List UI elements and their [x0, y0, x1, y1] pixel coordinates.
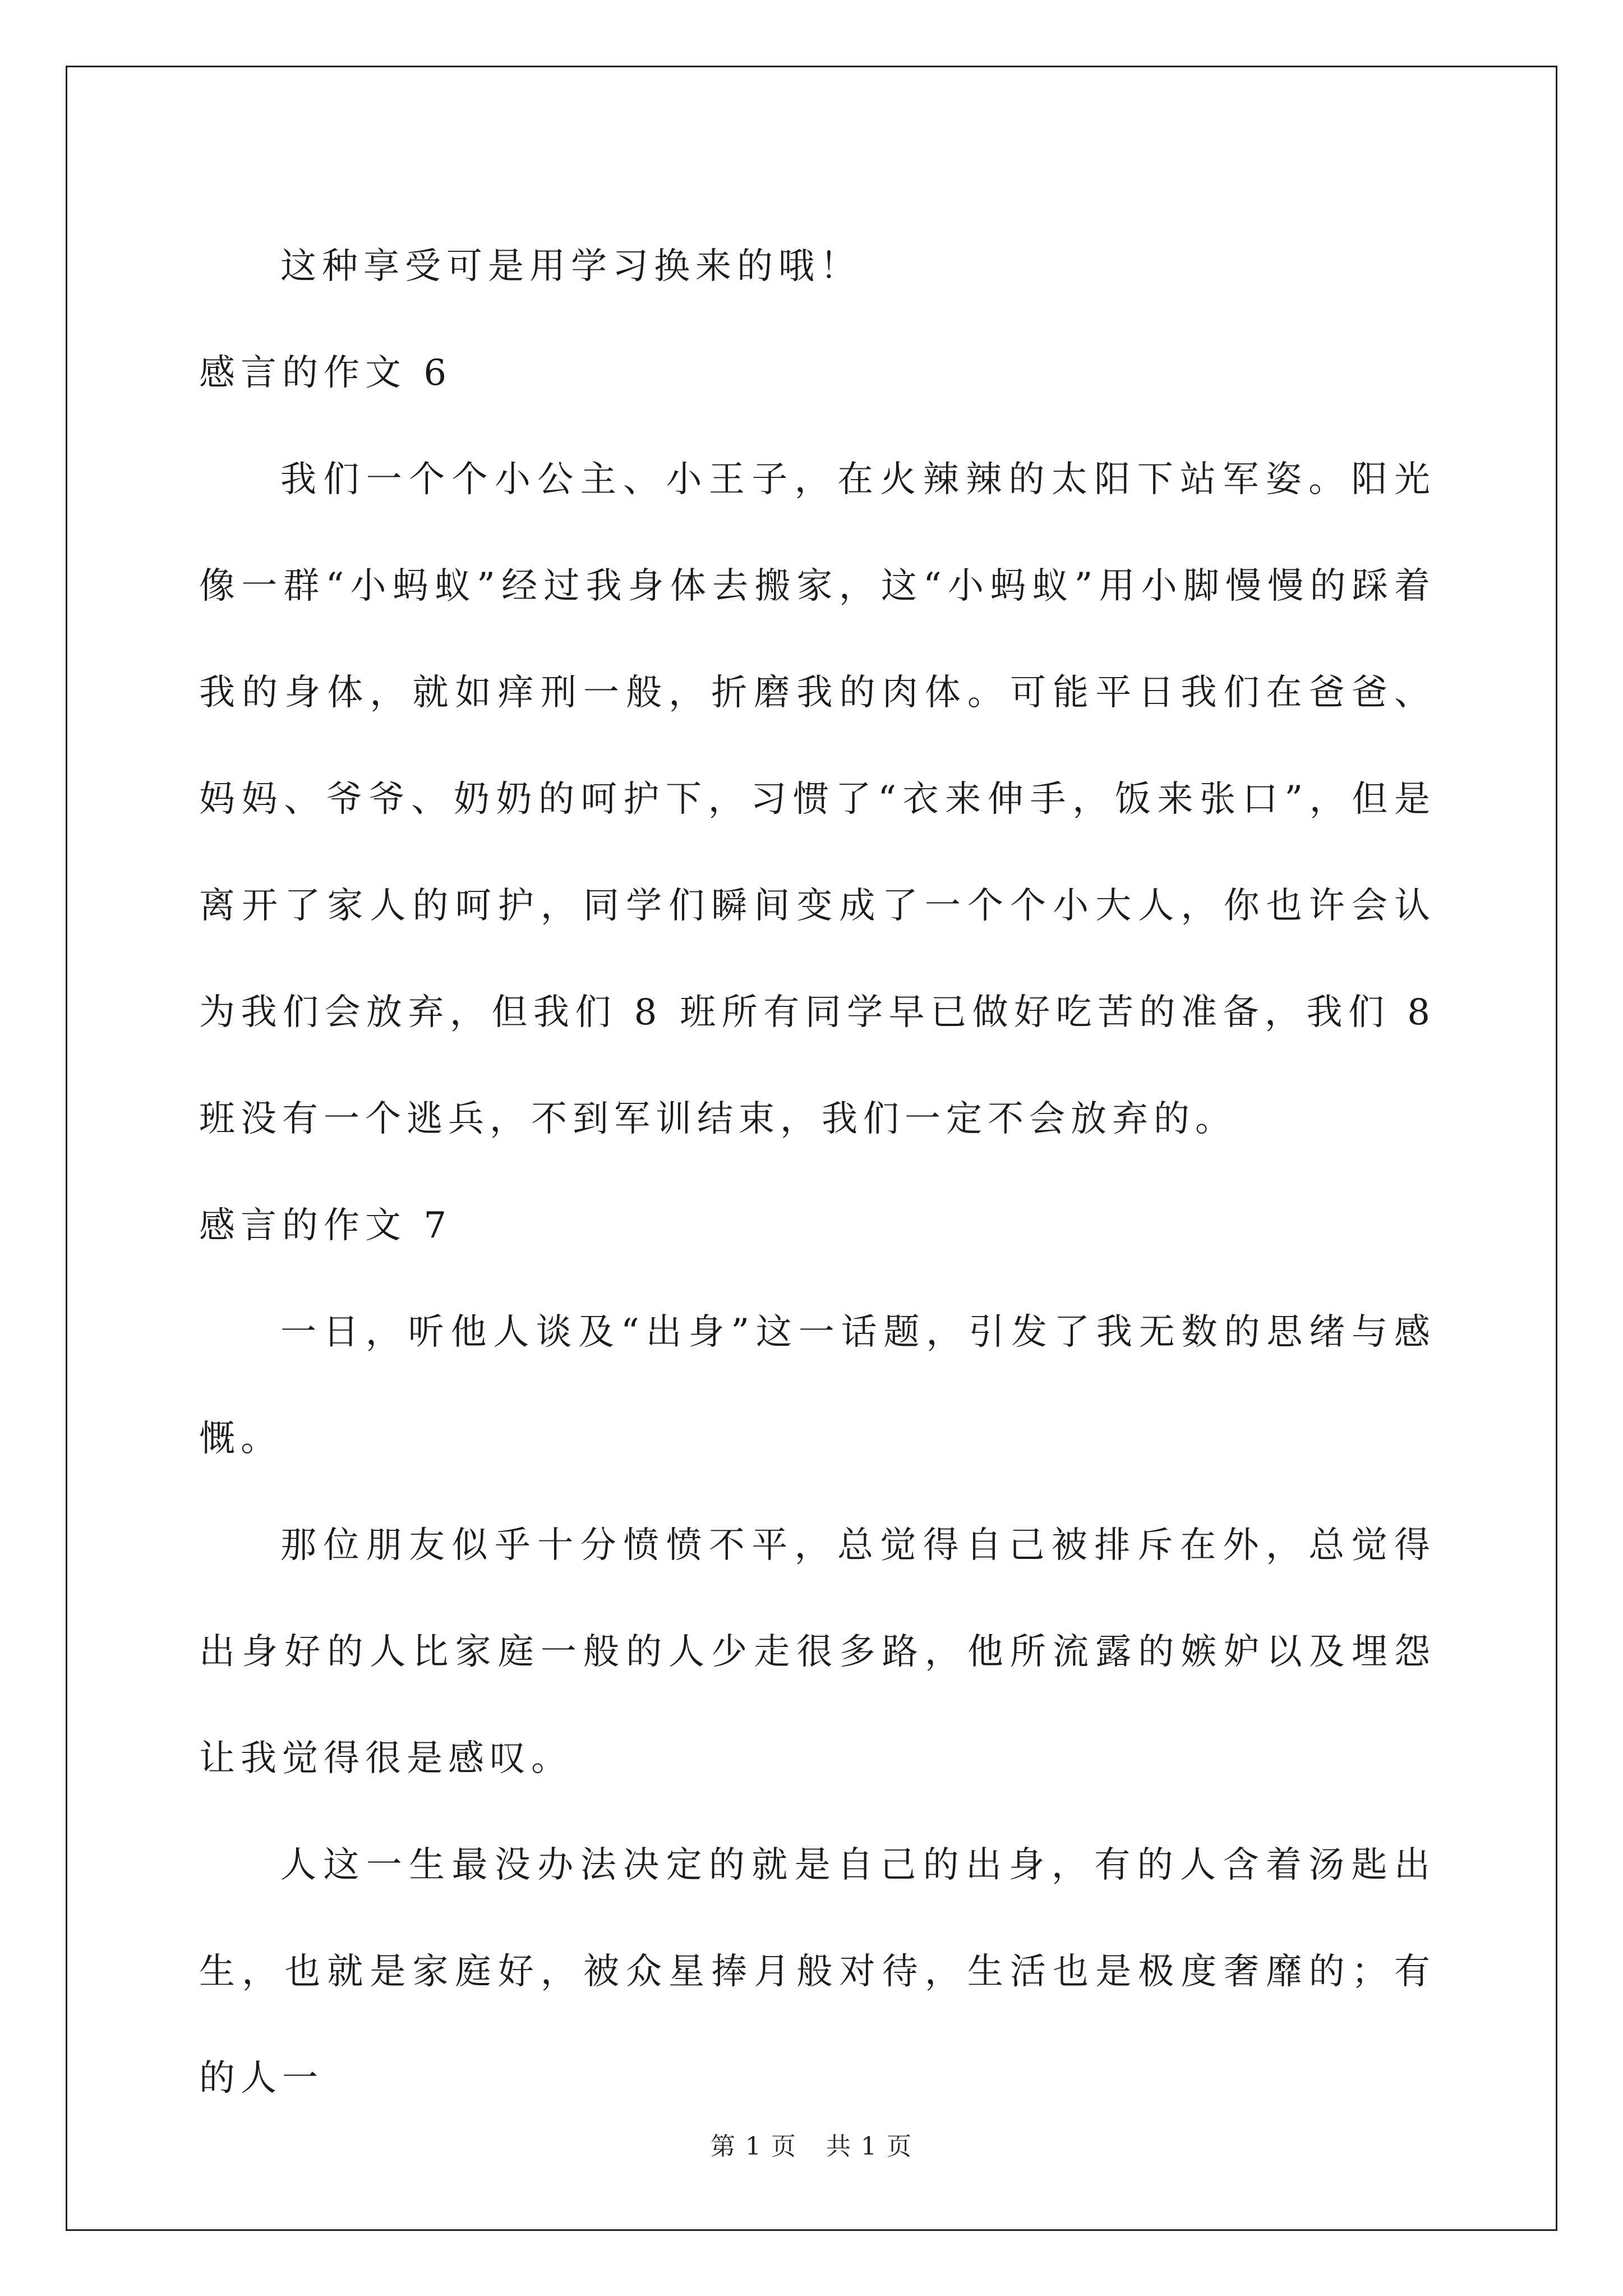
section-heading: 感言的作文 6 [199, 352, 453, 394]
paragraph: 这种享受可是用学习换来的哦！ [280, 246, 861, 287]
paragraph: 人这一生最没办法决定的就是自己的出身，有的人含着汤匙出生，也就是家庭好，被众星捧月般对待，生活也是极度奢靡的；有的人一 [199, 1844, 1436, 2099]
paragraph: 那位朋友似乎十分愤愤不平，总觉得自己被排斥在外，总觉得出身好的人比家庭一般的人少走很多路，他所流露的嫉妒以及埋怨让我觉得很是感叹。 [199, 1525, 1436, 1779]
paragraph: 一日，听他人谈及“出身”这一话题，引发了我无数的思绪与感慨。 [199, 1312, 1436, 1460]
page-total: 共 1 页 [826, 2132, 912, 2161]
paragraph: 我们一个个小公主、小王子，在火辣辣的太阳下站军姿。阳光像一群“小蚂蚁”经过我身体去搬家，这“小蚂蚁”用小脚慢慢的踩着我的身体，就如痒刑一般，折磨我的肉体。可能平日我们在爸爸、妈妈、爷爷、奶奶的呵护下，习惯了“衣来伸手，饭来张口”，但是离开了家人的呵护，同学们瞬间变成了一个个小大人，你也许会认为我们会放弃，但我们 8 班所有同学早已做好吃苦的准备，我们 8 班没有一个逃兵，不到军训结束，我们一定不会放弃的。 [199, 459, 1436, 1140]
page-footer [0, 2126, 1623, 2162]
section-heading: 感言的作文 7 [199, 1205, 453, 1246]
document-body [199, 213, 1436, 2132]
page-number: 第 1 页 [711, 2132, 797, 2161]
